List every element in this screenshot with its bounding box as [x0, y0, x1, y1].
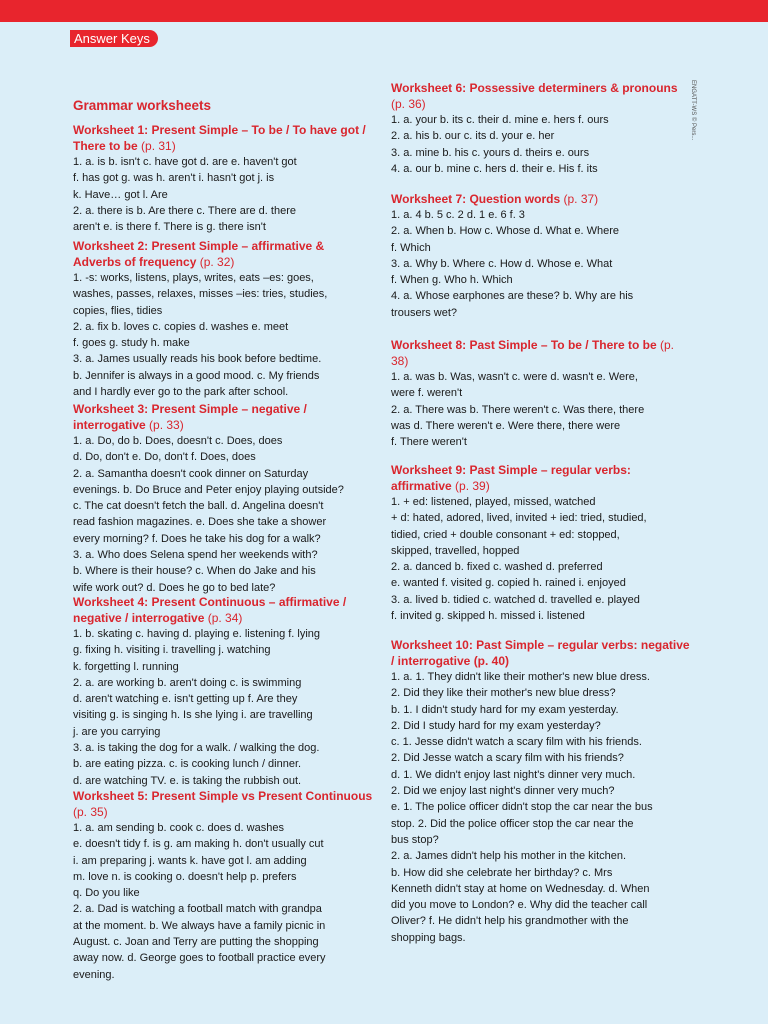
answer-line: f. There weren't	[391, 436, 467, 449]
answer-line: evenings. b. Do Bruce and Peter enjoy playing outside?	[73, 483, 344, 496]
worksheet-title-text: Worksheet 7: Question words	[391, 192, 561, 206]
answer-lines	[391, 207, 691, 321]
worksheet-page: (p. 34)	[204, 611, 243, 625]
answer-lines	[391, 369, 691, 450]
answer-line: copies, flies, tidies	[73, 304, 163, 317]
answer-lines	[391, 112, 691, 177]
answer-line: b. are eating pizza. c. is cooking lunch / dinner.	[73, 758, 302, 771]
worksheet-block	[391, 462, 691, 624]
answer-line: 2. a. Samantha doesn't cook dinner on Saturday	[73, 467, 309, 480]
answer-line: 1. a. is b. isn't c. have got d. are e. haven't got	[73, 156, 297, 168]
answer-line: August. c. Joan and Terry are putting the shopping	[73, 936, 319, 949]
answer-line: away now. d. George goes to football practice every	[73, 952, 326, 965]
answer-line: 3. a. mine b. his c. yours d. theirs e. ours	[391, 146, 590, 159]
answer-line: 2. Did we enjoy last night's dinner very much?	[391, 785, 615, 798]
answer-line: f. goes g. study h. make	[73, 337, 190, 350]
answer-line: and I hardly ever go to the park after school.	[73, 386, 289, 399]
answer-line: c. The cat doesn't fetch the ball. d. Angelina doesn't	[73, 500, 324, 513]
answer-line: were f. weren't	[391, 387, 463, 400]
answer-line: k. Have… got l. Are	[73, 188, 168, 201]
answer-line: 2. a. danced b. fixed c. washed d. preferred	[391, 561, 603, 574]
answer-lines	[73, 820, 373, 983]
worksheet-title	[391, 191, 691, 207]
answer-line: wife work out? d. Does he go to bed late?	[73, 581, 276, 594]
answer-line: 1. b. skating c. having d. playing e. listening f. lying	[73, 628, 321, 640]
top-red-bar	[0, 0, 768, 22]
answer-line: 1. + ed: listened, played, missed, watched	[391, 496, 596, 508]
worksheet-page: (p. 32)	[196, 255, 235, 269]
answer-line: 1. a. Do, do b. Does, doesn't c. Does, does	[73, 435, 283, 447]
answer-line: 4. a. Whose earphones are these? b. Why are his	[391, 290, 634, 303]
answer-line: evening.	[73, 968, 115, 981]
answer-line: stop. 2. Did the police officer stop the car near the	[391, 817, 634, 830]
worksheet-title-text: Worksheet 5: Present Simple vs Present Continuous	[73, 789, 373, 803]
answer-line: 1. a. was b. Was, wasn't c. were d. wasn't e. Were,	[391, 371, 638, 383]
answer-line: every morning? f. Does he take his dog for a walk?	[73, 532, 321, 545]
answer-line: + d: hated, adored, lived, invited + ied: tried, studied,	[391, 512, 647, 525]
answer-line: f. invited g. skipped h. missed i. listened	[391, 610, 585, 623]
answer-line: 3. a. James usually reads his book before bedtime.	[73, 353, 322, 366]
answer-line: was d. There weren't e. Were there, there were	[391, 419, 621, 432]
worksheet-block	[73, 788, 373, 983]
worksheet-title	[391, 80, 691, 112]
answer-line: m. love n. is cooking o. doesn't help p. prefers	[73, 870, 297, 883]
worksheet-title	[73, 788, 373, 820]
answer-line: q. Do you like	[73, 887, 140, 900]
worksheet-page: (p. 39)	[451, 479, 490, 493]
answer-line: shopping bags.	[391, 931, 466, 944]
worksheet-title	[73, 401, 373, 433]
answer-line: aren't e. is there f. There is g. there isn't	[73, 221, 266, 234]
answer-line: 3. a. Why b. Where c. How d. Whose e. What	[391, 257, 613, 270]
worksheet-title	[73, 122, 373, 154]
worksheet-title-text: Worksheet 3: Present Simple – negative / interrogative	[73, 402, 307, 432]
answer-line: did you move to London? e. Why did the teacher call	[391, 899, 648, 912]
answer-line: 1. a. your b. its c. their d. mine e. hers f. ours	[391, 114, 609, 126]
answer-line: Kenneth didn't stay at home on Wednesday. d. When	[391, 882, 650, 895]
answer-line: skipped, travelled, hopped	[391, 544, 520, 557]
worksheet-block	[73, 238, 373, 400]
answer-line: 2. a. When b. How c. Whose d. What e. Where	[391, 225, 620, 238]
answer-line: at the moment. b. We always have a family picnic in	[73, 919, 326, 932]
worksheet-title	[391, 462, 691, 494]
worksheet-title-text: Worksheet 1: Present Simple – To be / To have got / There to be	[73, 123, 366, 153]
answer-lines	[73, 626, 373, 789]
worksheet-title	[391, 637, 691, 669]
worksheet-page: (p. 31)	[137, 139, 176, 153]
answer-line: k. forgetting l. running	[73, 660, 179, 673]
answer-line: c. 1. Jesse didn't watch a scary film with his friends.	[391, 736, 642, 749]
answer-line: 2. Did I study hard for my exam yesterday?	[391, 719, 601, 732]
answer-line: f. Which	[391, 241, 431, 254]
answer-line: j. are you carrying	[73, 725, 161, 738]
answer-line: i. am preparing j. wants k. have got l. am adding	[73, 854, 307, 867]
answer-lines	[73, 433, 373, 596]
answer-lines	[391, 669, 691, 946]
answer-line: g. fixing h. visiting i. travelling j. watching	[73, 644, 271, 657]
worksheet-title-text: Worksheet 2: Present Simple – affirmative & Adverbs of frequency	[73, 239, 325, 269]
answer-line: 4. a. our b. mine c. hers d. their e. His f. its	[391, 162, 598, 175]
answer-line: 2. a. there is b. Are there c. There are d. there	[73, 204, 296, 217]
answer-line: 1. -s: works, listens, plays, writes, eats –es: goes,	[73, 272, 314, 284]
answer-line: 2. a. are working b. aren't doing c. is swimming	[73, 676, 302, 689]
answer-line: d. 1. We didn't enjoy last night's dinner very much.	[391, 768, 636, 781]
worksheet-title-text: Worksheet 8: Past Simple – To be / There to be	[391, 338, 657, 352]
answer-line: e. doesn't tidy f. is g. am making h. don't usually cut	[73, 838, 324, 851]
worksheet-page: (p. 33)	[145, 418, 184, 432]
answer-line: washes, passes, relaxes, misses –ies: tries, studies,	[73, 288, 328, 301]
answer-line: 2. Did they like their mother's new blue dress?	[391, 687, 616, 700]
answer-line: d. aren't watching e. isn't getting up f. Are they	[73, 693, 298, 706]
worksheet-title-text: Worksheet 4: Present Continuous – affirmative / negative / interrogative	[73, 595, 347, 625]
answer-line: 1. a. 4 b. 5 c. 2 d. 1 e. 6 f. 3	[391, 209, 525, 221]
worksheet-block	[391, 80, 691, 177]
answer-line: f. When g. Who h. Which	[391, 274, 513, 287]
answer-line: 3. a. lived b. tidied c. watched d. travelled e. played	[391, 593, 640, 606]
answer-line: 1. a. am sending b. cook c. does d. washes	[73, 822, 284, 834]
answer-line: 2. a. There was b. There weren't c. Was there, there	[391, 403, 645, 416]
answer-lines	[73, 154, 373, 235]
worksheet-block	[391, 191, 691, 321]
answer-line: 2. a. Dad is watching a football match with grandpa	[73, 903, 322, 916]
answer-line: bus stop?	[391, 833, 439, 846]
worksheet-title	[73, 238, 373, 270]
answer-line: b. How did she celebrate her birthday? c. Mrs	[391, 866, 613, 879]
worksheet-page: (p. 35)	[73, 805, 108, 819]
answer-line: d. are watching TV. e. is taking the rubbish out.	[73, 774, 302, 787]
answer-line: 2. a. James didn't help his mother in the kitchen.	[391, 850, 627, 863]
answer-line: trousers wet?	[391, 306, 458, 319]
answer-line: b. Jennifer is always in a good mood. c. My friends	[73, 369, 320, 382]
answer-line: f. has got g. was h. aren't i. hasn't got j. is	[73, 172, 275, 185]
worksheet-block	[391, 337, 691, 450]
answer-line: 2. Did Jesse watch a scary film with his friends?	[391, 752, 624, 765]
answer-keys-badge: Answer Keys	[70, 30, 158, 47]
worksheet-block	[391, 637, 691, 946]
answer-line: visiting g. is singing h. Is she lying i. are travelling	[73, 709, 313, 722]
worksheet-page: (p. 36)	[391, 97, 426, 111]
section-title: Grammar worksheets	[73, 98, 212, 113]
answer-line: 3. a. is taking the dog for a walk. / walking the dog.	[73, 742, 320, 755]
answer-line: 1. a. 1. They didn't like their mother's new blue dress.	[391, 671, 650, 683]
worksheet-page: (p. 37)	[560, 192, 599, 206]
answer-line: 3. a. Who does Selena spend her weekends with?	[73, 549, 318, 562]
answer-line: e. 1. The police officer didn't stop the car near the bus	[391, 801, 653, 814]
answer-line: read fashion magazines. e. Does she take a shower	[73, 516, 327, 529]
answer-lines	[391, 494, 691, 624]
worksheet-title	[73, 594, 373, 626]
answer-line: b. Where is their house? c. When do Jake and his	[73, 565, 316, 578]
answer-lines	[73, 270, 373, 400]
worksheet-title-text: Worksheet 9: Past Simple – regular verbs: affirmative	[391, 463, 631, 493]
worksheet-block	[73, 122, 373, 235]
answer-line: tidied, cried + double consonant + ed: stopped,	[391, 528, 620, 541]
worksheet-block	[73, 594, 373, 789]
worksheet-title	[391, 337, 691, 369]
answer-line: d. Do, don't e. Do, don't f. Does, does	[73, 451, 256, 464]
worksheet-page: (p. 38)	[391, 338, 674, 368]
answer-line: b. 1. I didn't study hard for my exam yesterday.	[391, 703, 619, 716]
worksheet-title-text: Worksheet 10: Past Simple – regular verbs: negative / interrogative (p. 40)	[391, 638, 690, 668]
answer-line: 2. a. fix b. loves c. copies d. washes e. meet	[73, 320, 289, 333]
answer-line: 2. a. his b. our c. its d. your e. her	[391, 130, 555, 143]
side-code-text: ENGATT-WS © Pers...	[690, 80, 696, 141]
worksheet-block	[73, 401, 373, 596]
worksheet-title-text: Worksheet 6: Possessive determiners & pronouns	[391, 81, 678, 95]
answer-line: Oliver? f. He didn't help his grandmother with the	[391, 915, 629, 928]
answer-line: e. wanted f. visited g. copied h. rained i. enjoyed	[391, 577, 626, 590]
